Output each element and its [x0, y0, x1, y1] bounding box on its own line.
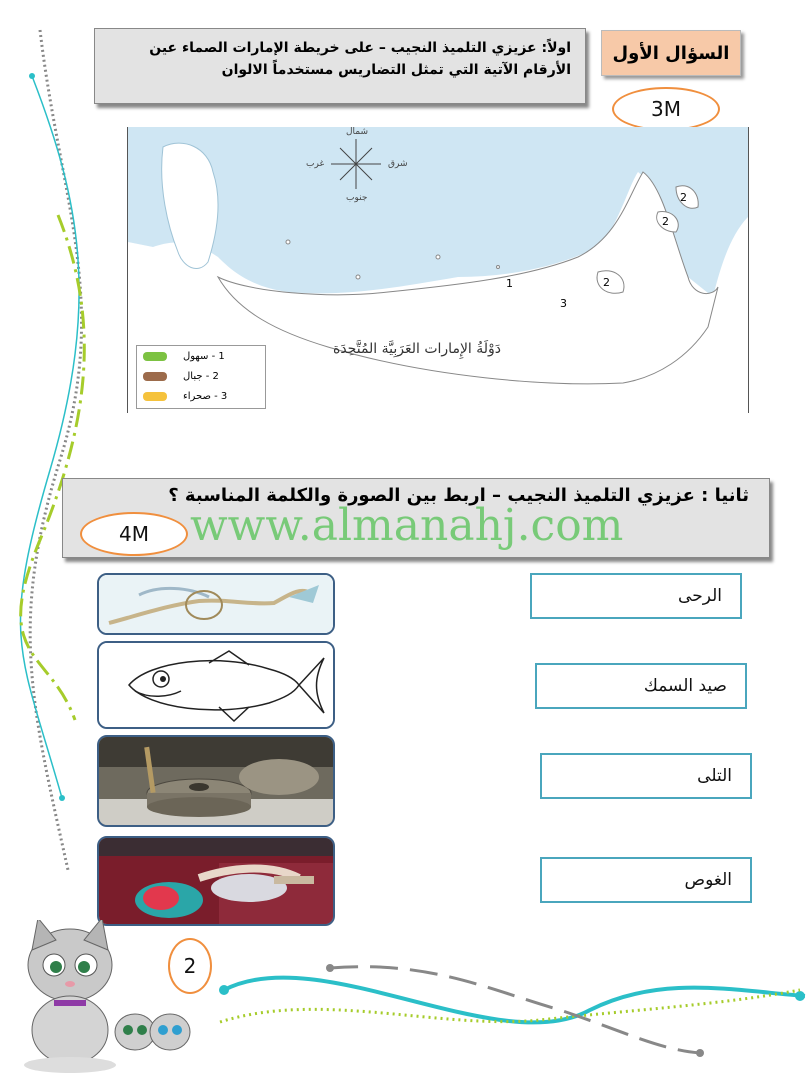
- watermark: www.almanahj.com: [190, 500, 624, 551]
- word-box-fishing[interactable]: [535, 663, 747, 709]
- kittens-illustration: [10, 920, 200, 1075]
- compass-west: غرب: [306, 159, 325, 169]
- word-fishing: صيد السمك: [643, 676, 727, 696]
- legend-swatch-desert: [143, 392, 167, 401]
- compass-east: شرق: [388, 159, 408, 169]
- map-label-2a: 2: [680, 191, 687, 204]
- map-label-3: 3: [560, 297, 567, 310]
- left-decoration: [0, 0, 110, 880]
- question1-label: السؤال الأول: [601, 30, 741, 76]
- word-talli: التلى: [697, 766, 732, 786]
- compass-north: شمال: [346, 127, 369, 137]
- question2-heading: ثانيا : عزيزي التلميذ النجيب – اربط بين الصورة والكلمة المناسبة ؟: [168, 485, 749, 506]
- word-box-talli[interactable]: [540, 753, 752, 799]
- word-rahaa: الرحى: [678, 586, 722, 606]
- question1-heading-line2: الأرقام الآتية التي تمثل التضاريس مستخدماً الالوان: [221, 62, 571, 78]
- map-label-2b: 2: [662, 215, 669, 228]
- diver-image[interactable]: [97, 573, 335, 635]
- legend-text-desert: 3 - صحراء: [183, 390, 228, 402]
- map-title: دَوْلَةُ الإِمارات العَرَبِيَّة المُتَّحِدَة: [333, 341, 502, 357]
- uae-map: [127, 127, 749, 413]
- question1-marks-oval: [612, 87, 720, 131]
- map-label-1: 1: [506, 277, 513, 290]
- question1-marks: 3M: [651, 97, 681, 121]
- word-box-rahaa[interactable]: [530, 573, 742, 619]
- millstone-image[interactable]: [97, 735, 335, 827]
- page-number: 2: [183, 954, 197, 978]
- word-diving: الغوص: [684, 870, 732, 890]
- legend-text-mountains: 2 - جبال: [183, 370, 219, 382]
- word-box-diving[interactable]: [540, 857, 752, 903]
- bottom-decoration: [200, 950, 810, 1060]
- page-number-badge: [168, 938, 212, 994]
- talli-embroidery-image[interactable]: [97, 836, 335, 926]
- question1-heading: اولاً: عزيزي التلميذ النجيب – على خريطة الإمارات الصماء عين: [149, 40, 571, 56]
- legend-text-plains: 1 - سهول: [183, 350, 225, 362]
- fish-image[interactable]: [97, 641, 335, 729]
- question2-marks-oval: [80, 512, 188, 556]
- question2-marks: 4M: [119, 522, 149, 546]
- question1-heading-box: [94, 28, 586, 104]
- legend-swatch-mountains: [143, 372, 167, 381]
- compass-south: جنوب: [346, 193, 368, 203]
- map-label-2c: 2: [603, 276, 610, 289]
- map-legend: [136, 345, 266, 409]
- legend-swatch-plains: [143, 352, 167, 361]
